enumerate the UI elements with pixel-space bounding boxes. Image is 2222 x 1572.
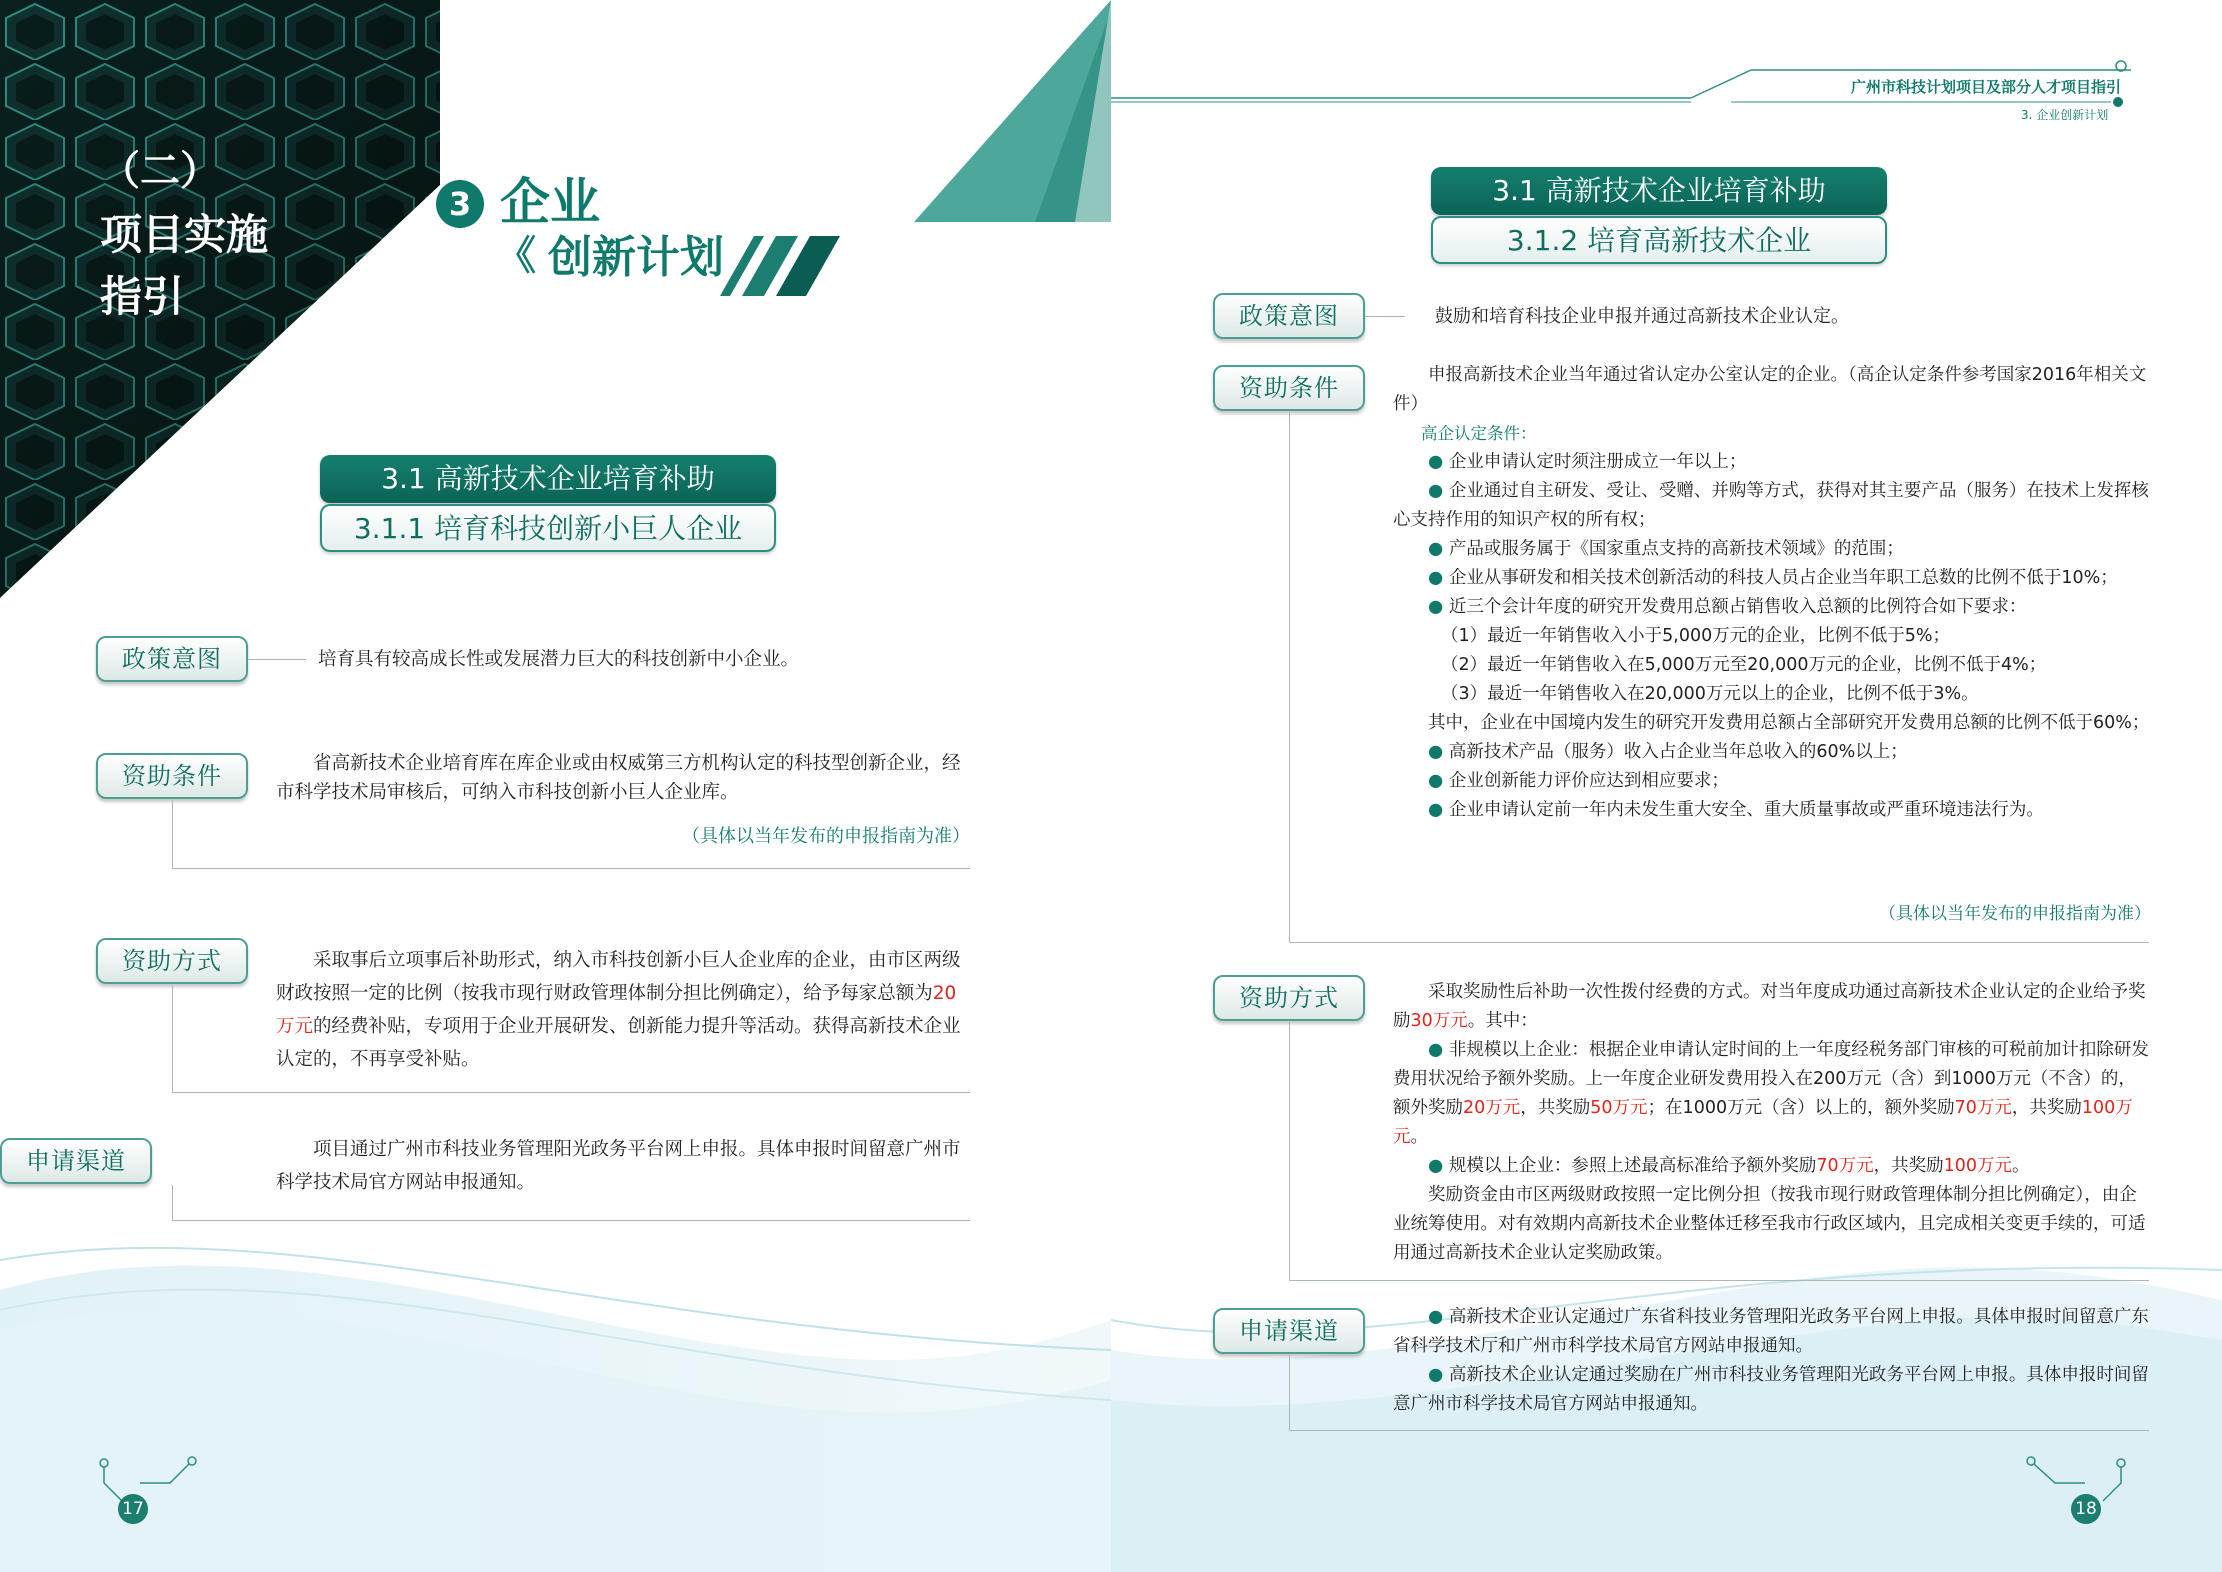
right-banner-sub: 3.1.2 培育高新技术企业: [1431, 216, 1887, 264]
left-label-channel: 申请渠道: [0, 1138, 152, 1184]
right-label-funding: 资助方式: [1213, 975, 1365, 1021]
left-label-conditions: 资助条件: [96, 753, 248, 799]
right-funding-text: 采取奖励性后补助一次性拨付经费的方式。对当年度成功通过高新技术企业认定的企业给予奖励30万元。其中： ● 非规模以上企业：根据企业申请认定时间的上一年度经税务部门审核的可税前加计扣除研发费用状况给予额外奖励。上一年度企业研发费用投入在200万元（含）到1000万元（不含）的，额外奖励20万元，共奖励50万元；在1000万元（含）以上的，额外奖励70万元，共奖励100万元。 ● 规模以上企业：参照上述最高标准给予额外奖励70万元，共奖励100万元。 奖励资金由市区两级财政按照一定比例分担（按我市现行财政管理体制分担比例确定），由企业统筹使用。对有效期内高新技术企业整体迁移至我市行政区域内，且完成相关变更手续的，可适用通过高新技术企业认定奖励政策。: [1393, 982, 2149, 1263]
hero-line-2: 项目实施: [100, 210, 269, 259]
circuit-decoration-left: [90, 1455, 210, 1515]
right-label-conditions: 资助条件: [1213, 365, 1365, 411]
chapter-number-badge: 3: [436, 180, 484, 228]
hero-line-1: （二）: [100, 148, 220, 194]
chapter-title-line-2: 创新计划: [548, 232, 724, 283]
right-page: [1111, 0, 2222, 1572]
left-label-policy: 政策意图: [96, 636, 248, 682]
header-title: 广州市科技计划项目及部分人才项目指引: [1851, 78, 2122, 96]
right-channel-text: ● 高新技术企业认定通过广东省科技业务管理阳光政务平台网上申报。具体申报时间留意广东省科学技术厅和广州市科学技术局官方网站申报通知。 ● 高新技术企业认定通过奖励在广州市科技业务管理阳光政务平台网上申报。具体申报时间留意广州市科学技术局官方网站申报通知。: [1393, 1307, 2149, 1414]
page-number-left: 17: [118, 1494, 148, 1524]
right-label-channel: 申请渠道: [1213, 1308, 1365, 1354]
stripes-decoration: [720, 236, 840, 296]
left-label-funding: 资助方式: [96, 938, 248, 984]
left-conditions-text: 省高新技术企业培育库在库企业或由权威第三方机构认定的科技型创新企业，经市科学技术局审核后，可纳入市科技创新小巨人企业库。: [276, 753, 961, 803]
chevron-left-icon: 《: [496, 233, 536, 279]
right-conditions-text: 申报高新技术企业当年通过省认定办公室认定的企业。（高企认定条件参考国家2016年相关文件） 高企认定条件： ● 企业申请认定时须注册成立一年以上； ● 企业通过自主研发、受让、受赠、并购等方式，获得对其主要产品（服务）在技术上发挥核心支持作用的知识产权的所有权； ● 产品或服务属于《国家重点支持的高新技术领域》的范围； ● 企业从事研发和相关技术创新活动的科技人员占企业当年职工总数的比例不低于10%； ● 近三个会计年度的研究开发费用总额占销售收入总额的比例符合如下要求： （1）最近一年销售收入小于5,000万元的企业，比例不低于5%； （2）最近一年销售收入在5,000万元至20,000万元的企业，比例不低于4%； （3）最近一年销售收入在20,000万元以上的企业，比例不低于3%。 其中，企业在中国境内发生的研究开发费用总额占全部研究开发费用总额的比例不低于60%； ● 高新技术产品（服务）收入占企业当年总收入的60%以上； ● 企业创新能力评价应达到相应要求； ● 企业申请认定前一年内未发生重大安全、重大质量事故或严重环境违法行为。: [1393, 365, 2150, 820]
left-channel-text: 项目通过广州市科技业务管理阳光政务平台网上申报。具体申报时间留意广州市科学技术局官方网站申报通知。: [276, 1139, 961, 1193]
page-number-right: 18: [2071, 1494, 2101, 1524]
header-subtitle: 3. 企业创新计划: [2021, 108, 2109, 122]
right-conditions-note: （具体以当年发布的申报指南为准）: [1879, 904, 2151, 924]
left-banner-sub: 3.1.1 培育科技创新小巨人企业: [320, 504, 776, 552]
chapter-title-line-1: 企业: [500, 173, 600, 231]
left-funding-text: 采取事后立项事后补助形式，纳入市科技创新小巨人企业库的企业，由市区两级财政按照一定的比例（按我市现行财政管理体制分担比例确定），给予每家总额为20万元的经费补贴，专项用于企业开展研发、创新能力提升等活动。获得高新技术企业认定的，不再享受补贴。: [276, 950, 961, 1070]
left-banner-main: 3.1 高新技术企业培育补助: [320, 455, 776, 503]
left-conditions-note: （具体以当年发布的申报指南为准）: [682, 826, 970, 847]
left-policy-text: 培育具有较高成长性或发展潜力巨大的科技创新中小企业。: [318, 649, 800, 670]
wave-decoration-left: [0, 1200, 1111, 1572]
right-banner-main: 3.1 高新技术企业培育补助: [1431, 167, 1887, 215]
right-label-policy: 政策意图: [1213, 293, 1365, 339]
hero-line-3: 指引: [100, 272, 185, 321]
right-policy-text: 鼓励和培育科技企业申报并通过高新技术企业认定。: [1435, 306, 1849, 327]
